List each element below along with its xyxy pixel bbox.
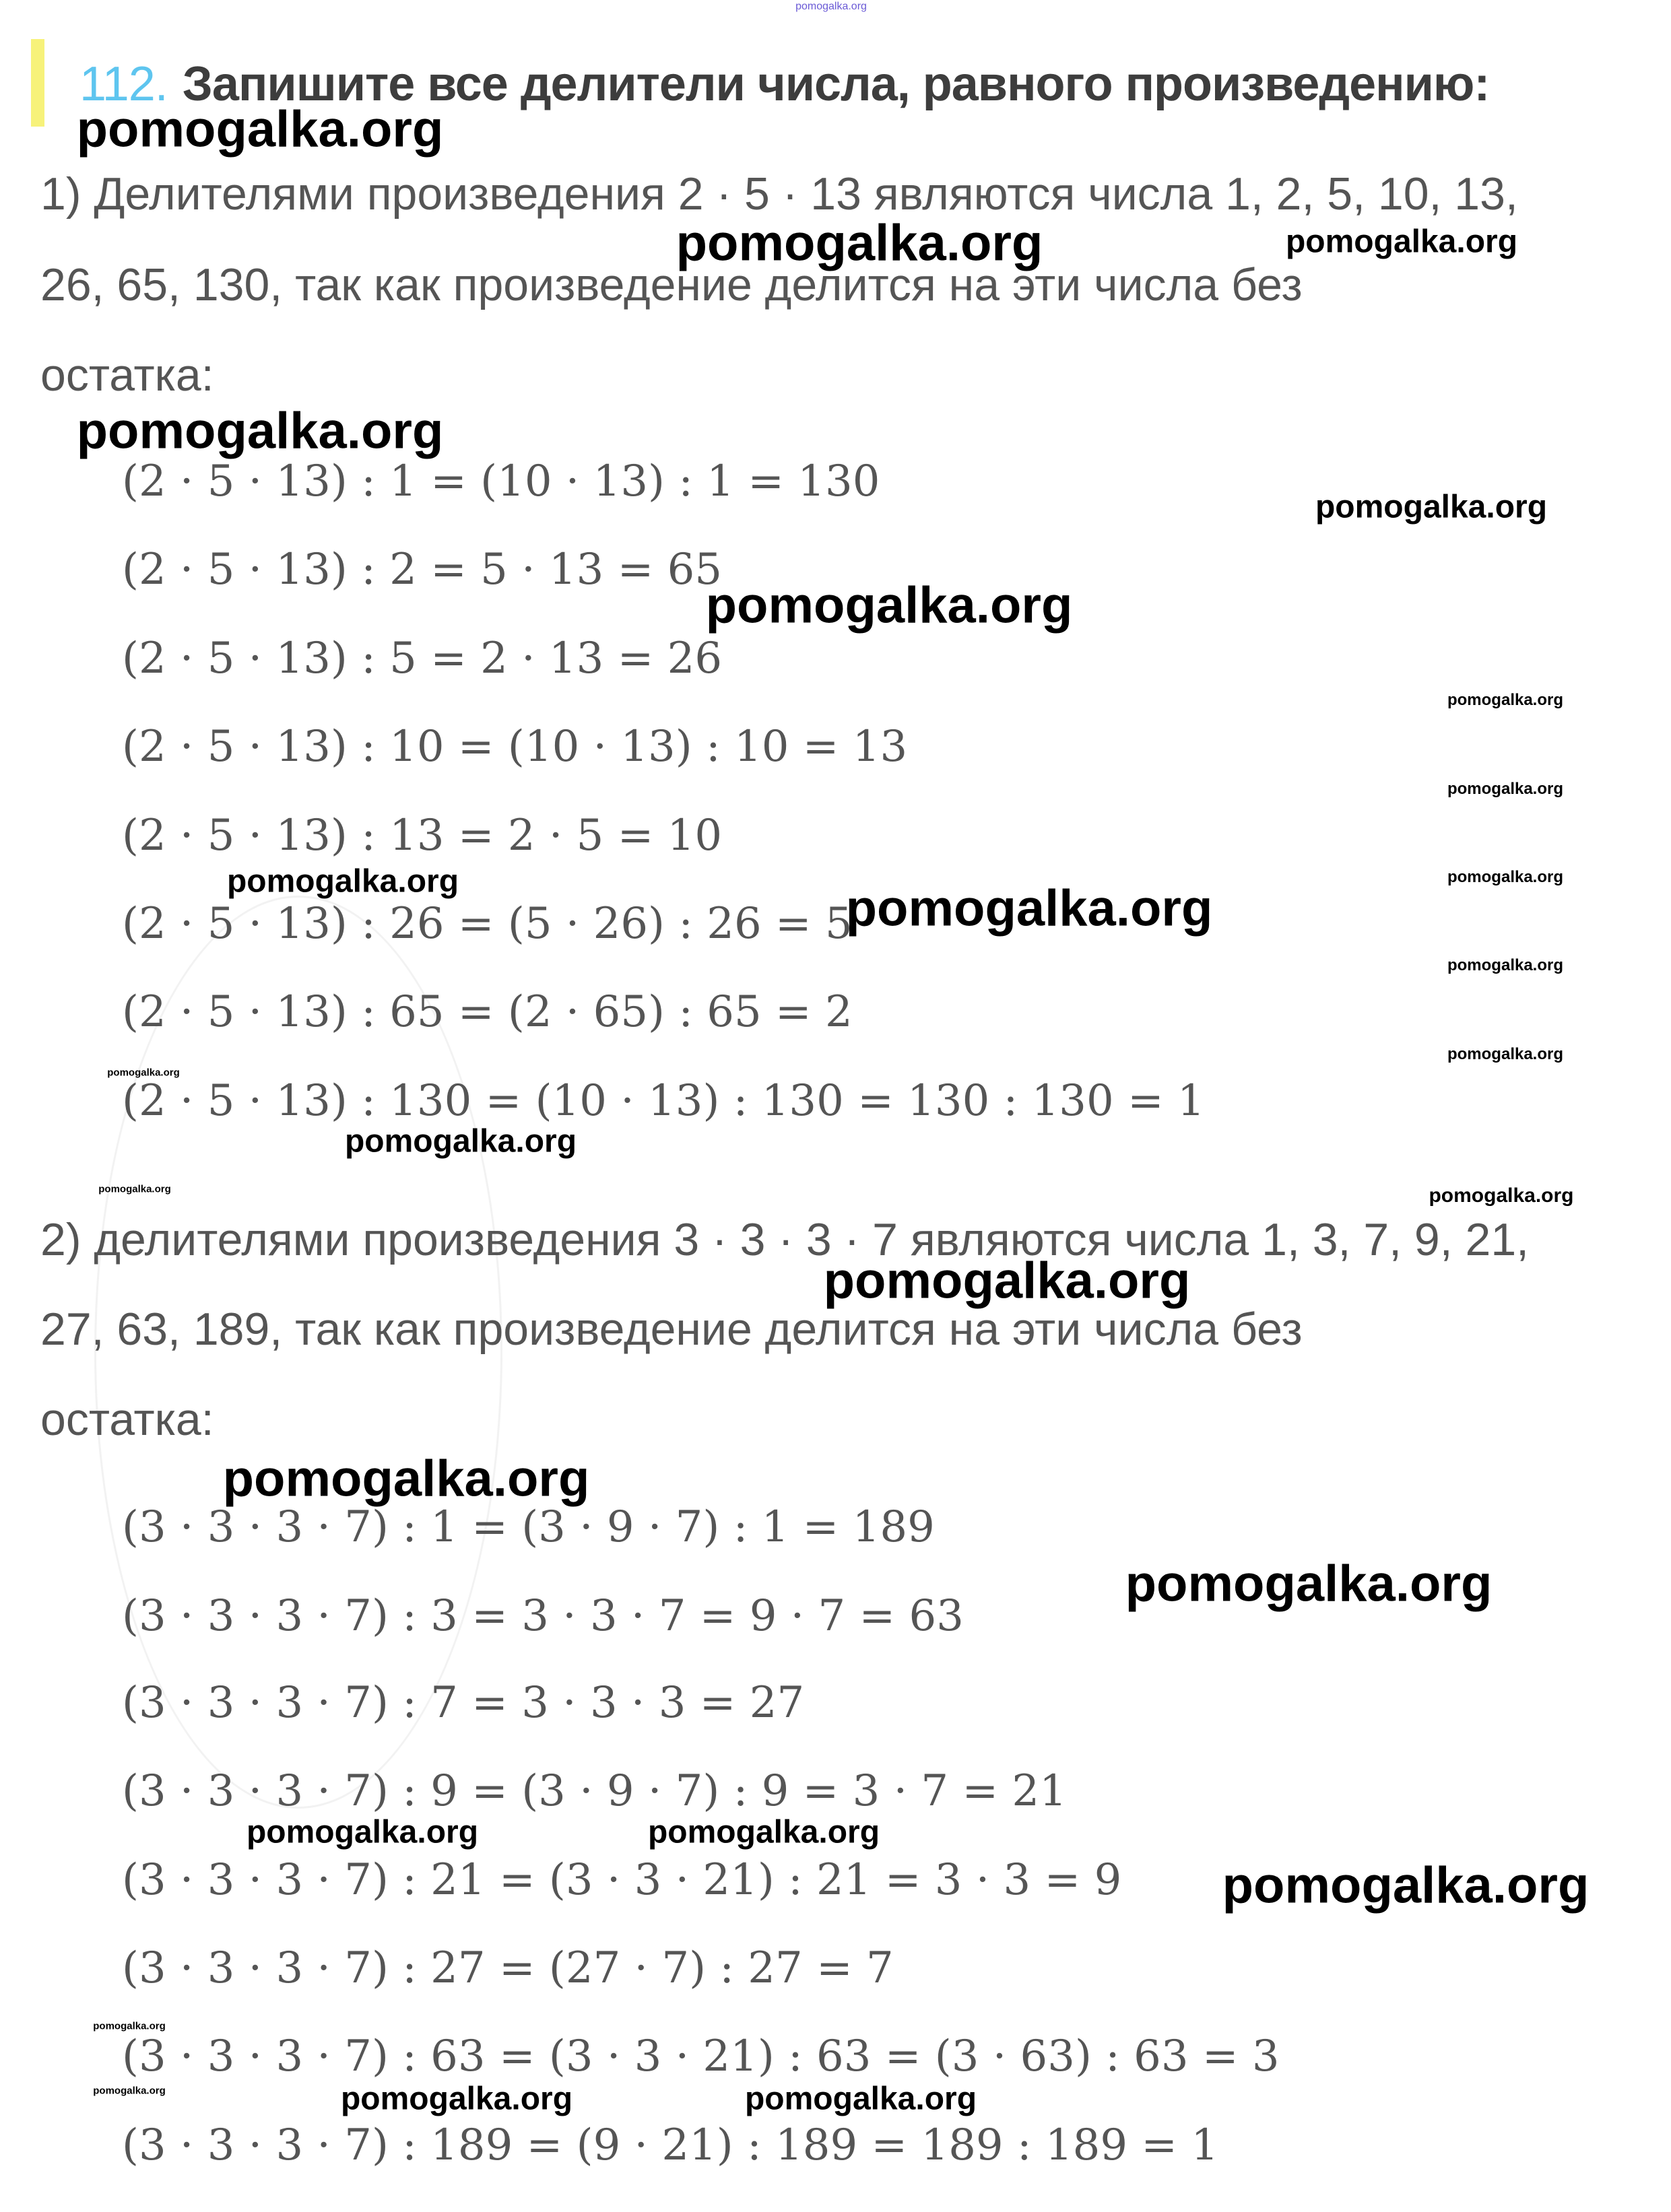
watermark: pomogalka.org [795,1,867,12]
watermark: pomogalka.org [76,100,444,158]
equation: (3 · 3 · 3 · 7) : 63 = (3 · 3 · 21) : 63 = (3 · 63) : 63 = 3 [122,2032,1280,2081]
watermark: pomogalka.org [823,1252,1191,1310]
equation: (3 · 3 · 3 · 7) : 1 = (3 · 9 · 7) : 1 = 189 [122,1502,935,1552]
task-number: 112. [79,57,168,111]
watermark: pomogalka.org [845,879,1213,937]
equation: (2 · 5 · 13) : 65 = (2 · 65) : 65 = 2 [122,987,853,1037]
equation: (3 · 3 · 3 · 7) : 189 = (9 · 21) : 189 = 189 : 189 = 1 [122,2120,1219,2170]
watermark: pomogalka.org [1447,780,1564,798]
equation: (2 · 5 · 13) : 10 = (10 · 13) : 10 = 13 [122,722,908,772]
task-title: Запишите все делители числа, равного произведению: [182,57,1490,111]
part2-line: 27, 63, 189, так как произведение делится на эти числа без [40,1304,1303,1355]
accent-bar [31,39,44,127]
equation: (3 · 3 · 3 · 7) : 3 = 3 · 3 · 7 = 9 · 7 = 63 [122,1591,964,1641]
watermark: pomogalka.org [93,2085,166,2097]
watermark: pomogalka.org [1447,868,1564,886]
watermark: pomogalka.org [76,402,444,460]
equation: (3 · 3 · 3 · 7) : 27 = (27 · 7) : 27 = 7 [122,1943,894,1993]
equation: (2 · 5 · 13) : 5 = 2 · 13 = 26 [122,634,723,683]
part2-line: остатка: [40,1394,214,1445]
equation: (3 · 3 · 3 · 7) : 21 = (3 · 3 · 21) : 21 = 3 · 3 = 9 [122,1855,1122,1905]
watermark: pomogalka.org [676,214,1043,272]
watermark: pomogalka.org [1222,1856,1590,1914]
watermark: pomogalka.org [98,1183,171,1195]
equation: (2 · 5 · 13) : 130 = (10 · 13) : 130 = 130 : 130 = 1 [122,1076,1205,1126]
watermark: pomogalka.org [1447,1045,1564,1063]
part1-line: 26, 65, 130, так как произведение делится на эти числа без [40,259,1303,310]
watermark: pomogalka.org [1429,1184,1574,1207]
watermark: pomogalka.org [1125,1555,1493,1613]
watermark: pomogalka.org [1315,489,1548,525]
equation: (2 · 5 · 13) : 1 = (10 · 13) : 1 = 130 [122,457,880,506]
watermark: pomogalka.org [1447,956,1564,974]
watermark: pomogalka.org [226,863,459,900]
watermark: pomogalka.org [93,2020,166,2032]
watermark: pomogalka.org [222,1450,590,1508]
watermark: pomogalka.org [344,1123,577,1160]
watermark: pomogalka.org [246,1814,479,1850]
equation: (2 · 5 · 13) : 2 = 5 · 13 = 65 [122,545,723,595]
watermark: pomogalka.org [1285,224,1518,260]
part1-line: остатка: [40,349,214,401]
watermark: pomogalka.org [107,1067,180,1079]
watermark: pomogalka.org [744,2081,977,2117]
equation: (2 · 5 · 13) : 13 = 2 · 5 = 10 [122,811,723,861]
equation: (3 · 3 · 3 · 7) : 9 = (3 · 9 · 7) : 9 = 3 · 7 = 21 [122,1766,1067,1816]
equation: (2 · 5 · 13) : 26 = (5 · 26) : 26 = 5 [122,899,853,949]
part2-line: 2) делителями произведения 3 · 3 · 3 · 7 являются числа 1, 3, 7, 9, 21, [40,1214,1530,1265]
watermark: pomogalka.org [647,1814,880,1850]
watermark: pomogalka.org [1447,691,1564,709]
part1-line: 1) Делителями произведения 2 · 5 · 13 являются числа 1, 2, 5, 10, 13, [40,168,1518,220]
equation: (3 · 3 · 3 · 7) : 7 = 3 · 3 · 3 = 27 [122,1678,805,1728]
watermark: pomogalka.org [340,2081,573,2117]
watermark: pomogalka.org [705,576,1073,634]
